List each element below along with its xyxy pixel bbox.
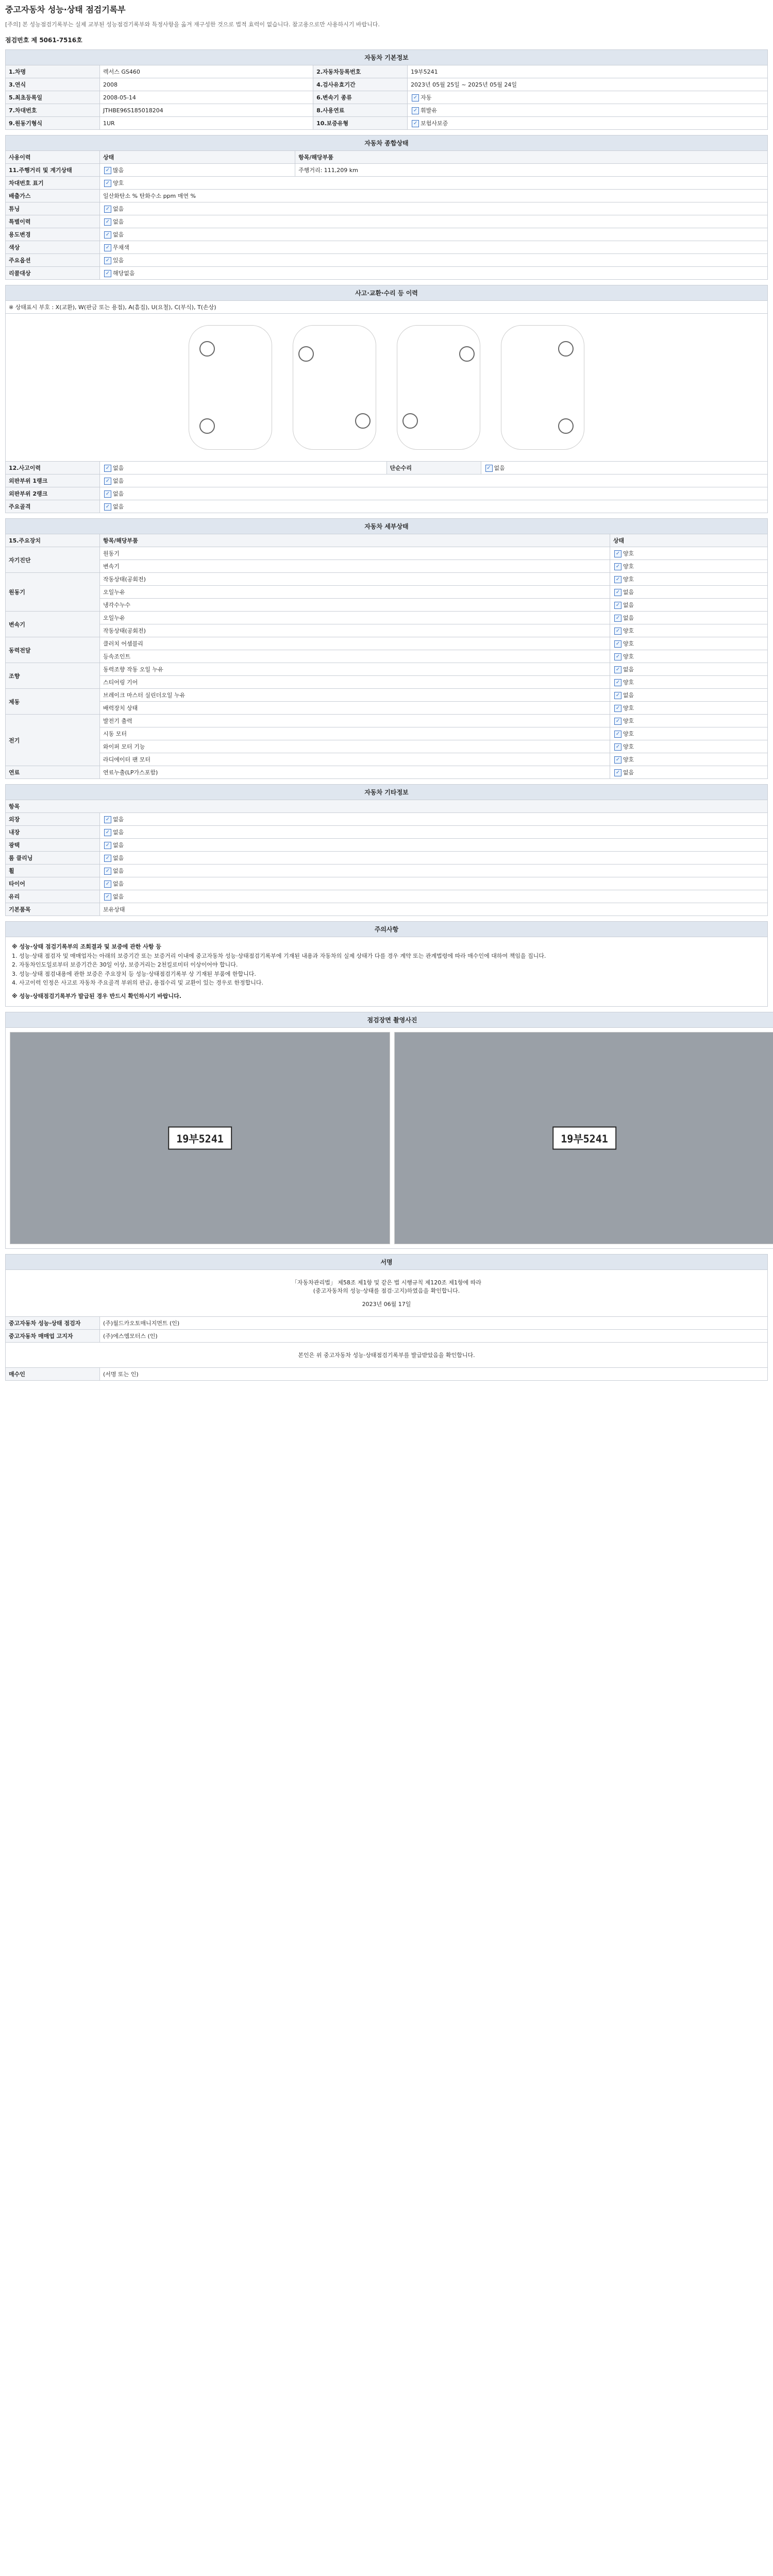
check-icon: ✓ — [104, 880, 111, 888]
buyer-label: 매수인 — [6, 1367, 100, 1380]
etc-section-title: 자동차 기타정보 — [6, 785, 768, 800]
detail-item: 라디에이터 팬 모터 — [100, 753, 610, 766]
detail-group: 조향 — [6, 663, 100, 689]
notes-item: 2. 자동차인도일로부터 보증기간은 30일 이상, 보증거리는 2천킬로미터 이상이어야 합니다. — [12, 961, 238, 969]
notes-title-1: ※ 성능·상태 점검기록부의 조회결과 및 보증에 관한 사항 등 — [12, 943, 161, 950]
check-icon: ✓ — [614, 718, 621, 725]
detail-item: 연료누출(LP가스포함) — [100, 766, 610, 779]
detail-table — [5, 518, 768, 779]
car-side-left — [189, 325, 272, 450]
value-name: 렉서스 GS460 — [100, 65, 313, 78]
etc-value: ✓ 없음 — [100, 826, 768, 839]
detail-section-title: 자동차 세부상태 — [6, 519, 768, 534]
status-label-7: 주요옵션 — [6, 254, 100, 267]
status-label-1: 차대번호 표기 — [6, 177, 100, 190]
detail-state: ✓ 양호 — [610, 702, 767, 715]
etc-label: 광택 — [6, 839, 100, 852]
rear-photo — [394, 1032, 773, 1244]
car-bottom — [397, 325, 480, 450]
label-transmission: 6.변속기 종류 — [313, 91, 408, 104]
label-year: 3.연식 — [6, 78, 100, 91]
etc-label: 룸 클리닝 — [6, 852, 100, 865]
detail-item: 시동 모터 — [100, 727, 610, 740]
detail-item: 오일누유 — [100, 612, 610, 624]
check-icon: ✓ — [104, 478, 111, 485]
inspector-name: (주)월드카오토매니지먼트 (인) — [100, 1316, 768, 1329]
check-icon: ✓ — [104, 180, 111, 187]
detail-state: ✓ 양호 — [610, 637, 767, 650]
label-name: 1.차명 — [6, 65, 100, 78]
check-icon: ✓ — [104, 465, 111, 472]
notes-item: 1. 성능·상태 점검자 및 매매업자는 아래의 보증기간 또는 보증거리 이내에 중고자동차 성능·상태점검기록부에 기재된 내용과 자동차의 실제 상태가 다를 경우 계약 또는 관계법령에 따라 매수인에 대하여 책임을 집니다. — [12, 952, 546, 959]
notes-title-2: ※ 성능·상태점검기록부가 발급된 경우 반드시 확인하시기 바랍니다. — [12, 992, 181, 999]
check-icon: ✓ — [104, 244, 111, 251]
value-transmission: ✓ 자동 — [408, 91, 768, 104]
notes-section-title: 주의사항 — [6, 922, 768, 937]
check-icon: ✓ — [104, 829, 111, 836]
check-icon: ✓ — [412, 94, 419, 101]
check-icon: ✓ — [104, 231, 111, 239]
label-warranty: 10.보증유형 — [313, 117, 408, 130]
detail-item: 와이퍼 모터 기능 — [100, 740, 610, 753]
label-first-reg: 5.최초등록일 — [6, 91, 100, 104]
check-icon: ✓ — [614, 743, 621, 751]
registration-number: 점검번호 제 5061-7516호 — [5, 37, 82, 44]
detail-state: ✓ 양호 — [610, 547, 767, 560]
notice-text: [주의] 본 성능점검기록부는 실제 교부된 성능점검기록부와 특정사항을 옮겨 재구성한 것으로 법적 효력이 없습니다. 참고용으로만 사용하시기 바랍니다. — [5, 21, 380, 28]
detail-state: ✓ 양호 — [610, 676, 767, 689]
detail-item: 작동상태(공회전) — [100, 624, 610, 637]
value-year: 2008 — [100, 78, 313, 91]
check-icon: ✓ — [614, 666, 621, 673]
check-icon: ✓ — [614, 692, 621, 699]
sign-table — [5, 1254, 768, 1381]
status-value-3: ✓ 없음 — [100, 202, 768, 215]
repair-label: 단순수리 — [386, 462, 481, 474]
value-fuel: ✓ 휘발유 — [408, 104, 768, 117]
detail-state: ✓ 양호 — [610, 715, 767, 727]
sign-date: 2023년 06월 17일 — [362, 1300, 411, 1308]
status-label-2: 배출가스 — [6, 190, 100, 202]
status-head-1: 상태 — [100, 151, 295, 164]
damage-table — [5, 285, 768, 513]
check-icon: ✓ — [104, 257, 111, 264]
receipt-statement: 본인은 위 중고자동차 성능·상태점검기록부를 발급받았음을 확인합니다. — [6, 1342, 768, 1367]
detail-head-2: 상태 — [610, 534, 767, 547]
dealer-name: (주)에스엠모터스 (인) — [100, 1329, 768, 1342]
sign-line-1: 「자동차관리법」 제58조 제1항 및 같은 법 시행규칙 제120조 제1항에 따라 — [291, 1279, 482, 1286]
check-icon: ✓ — [104, 270, 111, 277]
check-icon: ✓ — [412, 107, 419, 114]
etc-value: ✓ 없음 — [100, 852, 768, 865]
etc-head: 항목 — [6, 800, 768, 813]
check-icon: ✓ — [104, 206, 111, 213]
accident-value: ✓ 없음 — [100, 462, 387, 474]
label-engine: 9.원동기형식 — [6, 117, 100, 130]
value-vin: JTHBE96S185018204 — [100, 104, 313, 117]
check-icon: ✓ — [104, 167, 111, 174]
detail-item: 클러치 어셈블리 — [100, 637, 610, 650]
notes-item: 4. 사고이력 인정은 사고로 자동차 주요골격 부위의 판금, 용접수리 및 교환이 있는 경우로 한정합니다. — [12, 979, 263, 987]
detail-state: ✓ 양호 — [610, 740, 767, 753]
detail-group: 변속기 — [6, 612, 100, 637]
buyer-sign: (서명 또는 인) — [100, 1367, 768, 1380]
value-first-reg: 2008-05-14 — [100, 91, 313, 104]
etc-label: 외장 — [6, 813, 100, 826]
accident-label: 12.사고이력 — [6, 462, 100, 474]
etc-label: 타이어 — [6, 877, 100, 890]
check-icon: ✓ — [614, 615, 621, 622]
car-diagram — [9, 316, 764, 459]
detail-item: 작동상태(공회전) — [100, 573, 610, 586]
photos-table — [5, 1012, 773, 1249]
detail-state: ✓ 양호 — [610, 753, 767, 766]
status-label-4: 특별이력 — [6, 215, 100, 228]
detail-state: ✓ 없음 — [610, 612, 767, 624]
detail-item: 냉각수누수 — [100, 599, 610, 612]
etc-value: ✓ 없음 — [100, 839, 768, 852]
detail-state: ✓ 양호 — [610, 573, 767, 586]
check-icon: ✓ — [614, 731, 621, 738]
status-value-4: ✓ 없음 — [100, 215, 768, 228]
sign-section-title: 서명 — [6, 1254, 768, 1269]
status-value-2: 일산화탄소 % 탄화수소 ppm 매연 % — [100, 190, 768, 202]
check-icon: ✓ — [614, 589, 621, 596]
detail-state: ✓ 양호 — [610, 560, 767, 573]
status-label-5: 용도변경 — [6, 228, 100, 241]
detail-state: ✓ 양호 — [610, 650, 767, 663]
check-icon: ✓ — [485, 465, 493, 472]
status-value-1: ✓ 양호 — [100, 177, 768, 190]
check-icon: ✓ — [614, 756, 621, 764]
repair-value: ✓ 없음 — [481, 462, 768, 474]
check-icon: ✓ — [104, 816, 111, 823]
detail-state: ✓ 없음 — [610, 766, 767, 779]
detail-item: 브레이크 마스터 실린더오일 누유 — [100, 689, 610, 702]
damage-section-title: 사고·교환·수리 등 이력 — [6, 285, 768, 301]
detail-group: 제동 — [6, 689, 100, 715]
detail-state: ✓ 없음 — [610, 599, 767, 612]
etc-label: 유리 — [6, 890, 100, 903]
car-side-right — [501, 325, 584, 450]
label-vin: 7.차대번호 — [6, 104, 100, 117]
etc-label: 휠 — [6, 865, 100, 877]
detail-item: 등속조인트 — [100, 650, 610, 663]
check-icon: ✓ — [614, 769, 621, 776]
check-icon: ✓ — [104, 842, 111, 849]
detail-item: 변속기 — [100, 560, 610, 573]
label-valid: 4.검사유효기간 — [313, 78, 408, 91]
status-head-2: 항목/해당부품 — [295, 151, 768, 164]
status-label-3: 튜닝 — [6, 202, 100, 215]
status-table — [5, 135, 768, 280]
check-icon: ✓ — [614, 602, 621, 609]
rank-value-0: ✓ 없음 — [100, 474, 768, 487]
check-icon: ✓ — [614, 679, 621, 686]
rank-value-2: ✓ 없음 — [100, 500, 768, 513]
check-icon: ✓ — [104, 503, 111, 511]
notes-item: 3. 성능·상태 점검내용에 관한 보증은 주요장치 등 성능·상태점검기록부 상 기재된 부품에 한합니다. — [12, 970, 256, 977]
rank-label-2: 주요골격 — [6, 500, 100, 513]
value-warranty: ✓ 보험사보증 — [408, 117, 768, 130]
detail-item: 동력조향 작동 오일 누유 — [100, 663, 610, 676]
detail-item: 오일누유 — [100, 586, 610, 599]
dealer-label: 중고자동차 매매업 고지자 — [6, 1329, 100, 1342]
check-icon: ✓ — [614, 563, 621, 570]
sign-line-2: (중고자동차의 성능·상태를 점검·고지)하였음을 확인합니다. — [313, 1287, 460, 1294]
detail-group: 연료 — [6, 766, 100, 779]
check-icon: ✓ — [104, 855, 111, 862]
detail-state: ✓ 없음 — [610, 689, 767, 702]
check-icon: ✓ — [614, 576, 621, 583]
rank-label-0: 외판부위 1랭크 — [6, 474, 100, 487]
photo-row — [6, 1028, 773, 1248]
status-value-6: ✓ 무채색 — [100, 241, 768, 254]
status-label-8: 리콜대상 — [6, 267, 100, 280]
etc-label: 내장 — [6, 826, 100, 839]
basic-items-value: 보유상태 — [100, 903, 768, 916]
detail-state: ✓ 양호 — [610, 624, 767, 637]
detail-item: 원동기 — [100, 547, 610, 560]
status-value-0: ✓ 많음 — [100, 164, 295, 177]
etc-table — [5, 784, 768, 916]
detail-group: 동력전달 — [6, 637, 100, 663]
value-engine: 1UR — [100, 117, 313, 130]
status-value-7: ✓ 있음 — [100, 254, 768, 267]
car-top — [293, 325, 376, 450]
value-valid: 2023년 05월 25일 ~ 2025년 05월 24일 — [408, 78, 768, 91]
photos-section-title: 점검장면 촬영사진 — [6, 1012, 773, 1027]
status-value-5: ✓ 없음 — [100, 228, 768, 241]
basic-section-title: 자동차 기본정보 — [6, 50, 768, 65]
detail-item: 배력장치 상태 — [100, 702, 610, 715]
check-icon: ✓ — [104, 893, 111, 901]
check-icon: ✓ — [614, 550, 621, 557]
sign-statement — [6, 1269, 768, 1316]
inspector-label: 중고자동차 성능·상태 점검자 — [6, 1316, 100, 1329]
check-icon: ✓ — [614, 628, 621, 635]
check-icon: ✓ — [614, 705, 621, 712]
check-icon: ✓ — [614, 653, 621, 660]
basic-items-label: 기본품목 — [6, 903, 100, 916]
notes-table — [5, 921, 768, 1007]
rank-value-1: ✓ 없음 — [100, 487, 768, 500]
detail-head-0: 15.주요장치 — [6, 534, 100, 547]
etc-value: ✓ 없음 — [100, 813, 768, 826]
rear-plate: 19부5241 — [552, 1126, 616, 1149]
detail-state: ✓ 양호 — [610, 727, 767, 740]
value-plate: 19부5241 — [408, 65, 768, 78]
rank-label-1: 외판부위 2랭크 — [6, 487, 100, 500]
status-section-title: 자동차 종합상태 — [6, 135, 768, 151]
check-icon: ✓ — [412, 120, 419, 127]
front-plate: 19부5241 — [168, 1126, 232, 1149]
basic-info-table — [5, 49, 768, 130]
status-label-6: 색상 — [6, 241, 100, 254]
check-icon: ✓ — [614, 640, 621, 648]
detail-state: ✓ 없음 — [610, 663, 767, 676]
mileage-cell: 주행거리: 111,209 km — [295, 164, 768, 177]
check-icon: ✓ — [104, 218, 111, 226]
status-label-0: 11.주행거리 및 계기상태 — [6, 164, 100, 177]
etc-value: ✓ 없음 — [100, 890, 768, 903]
detail-item: 스티어링 기어 — [100, 676, 610, 689]
document-title: 중고자동차 성능·상태 점검기록부 — [5, 5, 126, 14]
detail-group: 자기진단 — [6, 547, 100, 573]
detail-state: ✓ 없음 — [610, 586, 767, 599]
label-fuel: 8.사용연료 — [313, 104, 408, 117]
check-icon: ✓ — [104, 868, 111, 875]
etc-value: ✓ 없음 — [100, 877, 768, 890]
detail-item: 발전기 출력 — [100, 715, 610, 727]
status-value-8: ✓ 해당없음 — [100, 267, 768, 280]
damage-legend: ※ 상태표시 부호 : X(교환), W(판금 또는 용접), A(흠집), U(요철), C(부식), T(손상) — [6, 301, 768, 314]
etc-value: ✓ 없음 — [100, 865, 768, 877]
front-photo — [10, 1032, 390, 1244]
detail-group: 원동기 — [6, 573, 100, 612]
status-head-0: 사용이력 — [6, 151, 100, 164]
detail-group: 전기 — [6, 715, 100, 766]
check-icon: ✓ — [104, 490, 111, 498]
detail-head-1: 항목/해당부품 — [100, 534, 610, 547]
label-plate: 2.자동차등록번호 — [313, 65, 408, 78]
